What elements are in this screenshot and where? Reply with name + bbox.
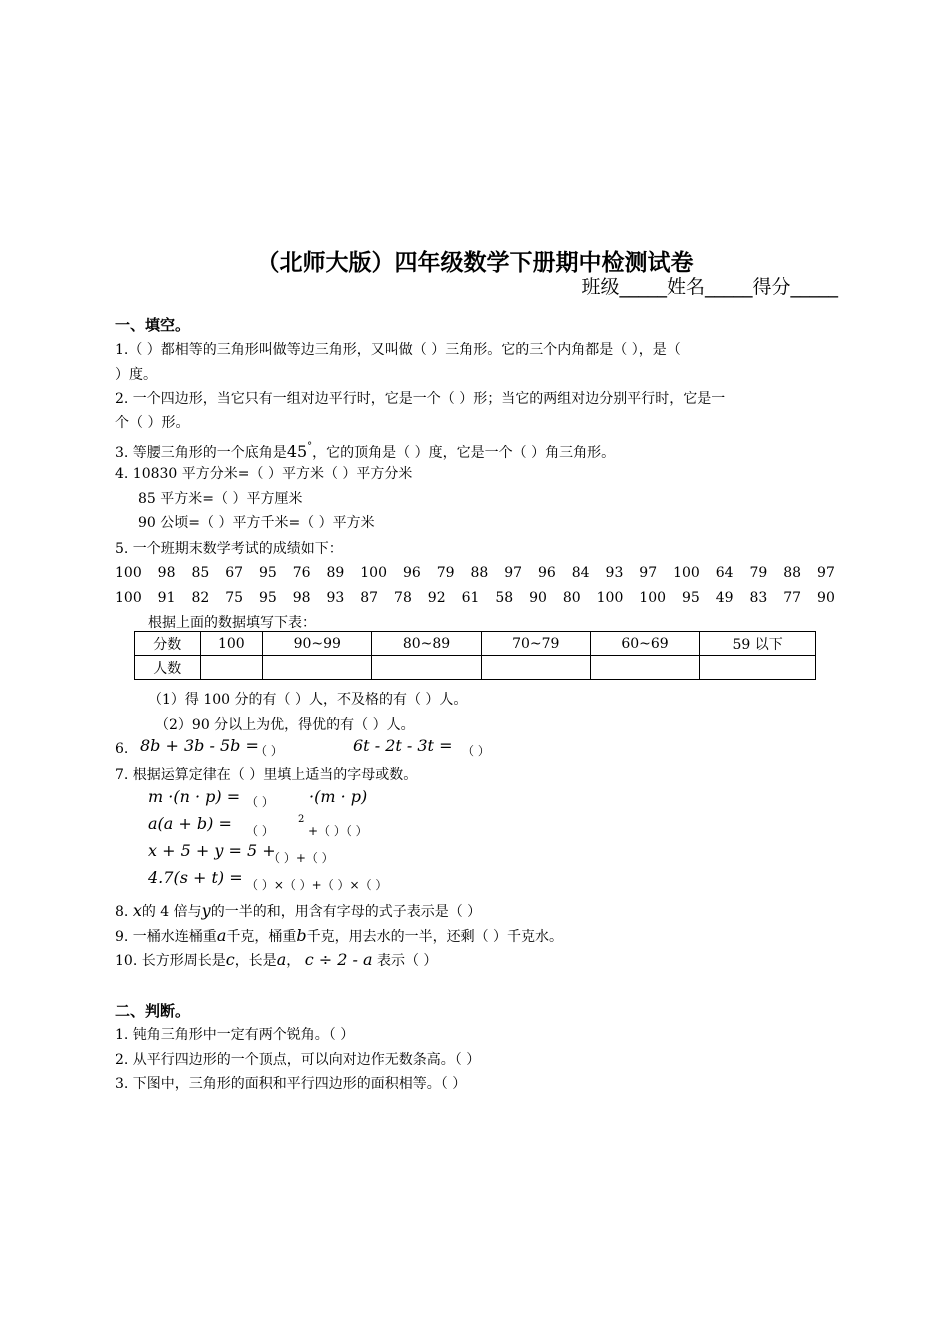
question-8 [115, 902, 481, 921]
score-value: 95 [681, 590, 700, 606]
question-2-line-1: 2. 一个四边形，当它只有一组对边平行时，它是一个（ ）形；当它的两组对边分别平行时，它是一 [115, 391, 726, 407]
question-1-line-1: 1.（ ）都相等的三角形叫做等边三角形，又叫做（ ）三角形。它的三个内角都是（ ），是（ [115, 342, 681, 358]
question-6-blank-2: （ ） [462, 744, 490, 758]
table-blank-cell [590, 656, 699, 680]
score-value: 89 [326, 565, 345, 581]
question-7-line-2-right: +（ ）（ ） [308, 824, 368, 838]
question-7-line-1-left: m ·(n · p) = [148, 787, 241, 806]
score-value: 78 [394, 590, 412, 606]
question-7-line-1-right: ·(m · p) [309, 787, 368, 806]
question-1-line-2: ）度。 [115, 367, 157, 383]
question-3 [115, 438, 615, 462]
score-value: 75 [225, 590, 244, 606]
table-intro: 根据上面的数据填写下表： [148, 615, 316, 631]
question-10-comma: ， [286, 953, 301, 969]
question-4-line-1: 4. 10830 平方分米=（ ）平方米（ ）平方分米 [115, 466, 413, 482]
question-7-intro: 7. 根据运算定律在（ ）里填上适当的字母或数。 [115, 767, 418, 783]
score-value: 100 [639, 590, 667, 606]
question-2-line-2: 个（ ）形。 [115, 415, 190, 431]
table-header-cell: 80~89 [372, 632, 481, 656]
table-row-label: 人数 [135, 656, 201, 680]
question-10-mid: ，长是 [234, 953, 277, 969]
question-4-line-2: 85 平方米=（ ）平方厘米 [138, 491, 303, 507]
question-3-post: ，它的顶角是（ ）度，它是一个（ ）角三角形。 [312, 445, 616, 461]
question-8-mid: 的 4 倍与 [141, 904, 202, 920]
degree-symbol: ° [307, 441, 313, 452]
score-value: 88 [783, 565, 802, 581]
section-1-heading: 一、填空。 [115, 316, 191, 334]
question-6-expression-2: 6t - 2t - 3t = [353, 736, 453, 755]
table-header-cell: 100 [200, 632, 263, 656]
score-value: 61 [461, 590, 480, 606]
table-blank-cell [372, 656, 481, 680]
score-value: 97 [639, 565, 658, 581]
score-value: 100 [673, 565, 700, 581]
score-value: 76 [292, 565, 311, 581]
question-6-expression-1: 8b + 3b - 5b = [140, 736, 259, 755]
table-header-cell: 59 以下 [700, 632, 816, 656]
score-value: 98 [157, 565, 176, 581]
question-9-mid: 千克，桶重 [226, 929, 297, 945]
score-value: 84 [571, 565, 590, 581]
score-value: 80 [562, 590, 581, 606]
question-9-pre: 9. 一桶水连桶重 [115, 929, 217, 945]
score-value: 92 [427, 590, 446, 606]
variable-y: y [201, 901, 211, 920]
score-value: 100 [360, 565, 387, 581]
question-7-line-4-left: 4.7(s + t) = [148, 868, 243, 887]
score-value: 64 [715, 565, 734, 581]
class-name-score-line: 班级_____姓名_____得分_____ [581, 276, 838, 298]
table-row [135, 656, 816, 680]
score-value: 96 [402, 565, 421, 581]
question-8-post: 的一半的和，用含有字母的式子表示是（ ） [210, 904, 482, 920]
question-7-line-3-right: （ ）+（ ） [268, 851, 334, 865]
score-value: 100 [596, 590, 624, 606]
table-header-cell: 70~79 [481, 632, 590, 656]
score-value: 96 [538, 565, 556, 581]
score-value: 93 [605, 565, 624, 581]
judgment-item-2: 2. 从平行四边形的一个顶点，可以向对边作无数条高。（ ） [115, 1052, 481, 1068]
question-9 [115, 927, 563, 946]
score-value: 79 [436, 565, 455, 581]
question-7-line-2-blank: （ ） [246, 824, 274, 838]
question-5-sub-2: （2）90 分以上为优，得优的有（ ）人。 [155, 717, 415, 733]
score-value: 100 [115, 565, 142, 581]
score-value: 95 [258, 590, 277, 606]
score-value: 100 [115, 590, 142, 606]
judgment-item-1: 1. 钝角三角形中一定有两个锐角。（ ） [115, 1027, 355, 1043]
table-header-cell: 90~99 [263, 632, 372, 656]
question-10-expression: c ÷ 2 - a [304, 950, 373, 969]
table-blank-cell [200, 656, 263, 680]
score-value: 93 [326, 590, 345, 606]
table-header-cell: 分数 [135, 632, 201, 656]
table-blank-cell [700, 656, 816, 680]
question-5-sub-1: （1）得 100 分的有（ ）人，不及格的有（ ）人。 [148, 692, 468, 708]
variable-a: a [216, 926, 227, 945]
judgment-item-3: 3. 下图中，三角形的面积和平行四边形的面积相等。（ ） [115, 1076, 467, 1092]
question-7-line-1-blank: （ ） [246, 795, 274, 809]
score-value: 79 [749, 565, 768, 581]
question-10 [115, 951, 437, 970]
table-blank-cell [263, 656, 372, 680]
question-5-intro: 5. 一个班期末数学考试的成绩如下： [115, 541, 343, 557]
score-distribution-table [134, 631, 816, 680]
score-value: 85 [191, 565, 210, 581]
section-2-heading: 二、判断。 [115, 1002, 191, 1020]
score-value: 90 [529, 590, 547, 606]
table-row [135, 632, 816, 656]
table-header-cell: 60~69 [590, 632, 699, 656]
question-10-post: 表示（ ） [376, 953, 438, 969]
scores-row-1 [115, 565, 835, 581]
question-10-pre: 10. 长方形周长是 [115, 953, 226, 969]
score-value: 49 [715, 590, 734, 606]
score-value: 67 [225, 565, 244, 581]
page-title: （北师大版）四年级数学下册期中检测试卷 [256, 250, 694, 276]
score-value: 77 [783, 590, 802, 606]
question-7-line-4-right: （ ）×（ ）+（ ）×（ ） [246, 878, 388, 892]
question-4-line-3: 90 公顷=（ ）平方千米=（ ）平方米 [138, 515, 375, 531]
table-blank-cell [481, 656, 590, 680]
scores-row-2 [115, 590, 835, 606]
variable-x: x [132, 901, 142, 920]
question-6-number: 6. [115, 741, 129, 757]
score-value: 58 [495, 590, 514, 606]
variable-c: c [225, 950, 235, 969]
score-value: 97 [504, 565, 523, 581]
question-9-post: 千克，用去水的一半，还剩（ ）千克水。 [306, 929, 564, 945]
score-value: 90 [817, 590, 835, 606]
question-7-line-2-left: a(a + b) = [148, 814, 232, 833]
score-value: 88 [470, 565, 489, 581]
score-value: 82 [191, 590, 210, 606]
variable-a: a [276, 950, 287, 969]
question-7-line-2-exponent: 2 [298, 814, 305, 825]
question-8-number: 8. [115, 904, 129, 920]
score-value: 87 [360, 590, 379, 606]
variable-b: b [296, 926, 307, 945]
score-value: 83 [749, 590, 768, 606]
score-value: 91 [157, 590, 176, 606]
score-value: 95 [258, 565, 277, 581]
score-value: 98 [292, 590, 311, 606]
question-7-line-3-left: x + 5 + y = 5 + [148, 841, 276, 860]
question-6-blank-1: （ ） [255, 744, 283, 758]
question-3-angle: 45 [286, 442, 308, 461]
question-3-pre: 3. 等腰三角形的一个底角是 [115, 445, 287, 461]
score-value: 97 [817, 565, 835, 581]
